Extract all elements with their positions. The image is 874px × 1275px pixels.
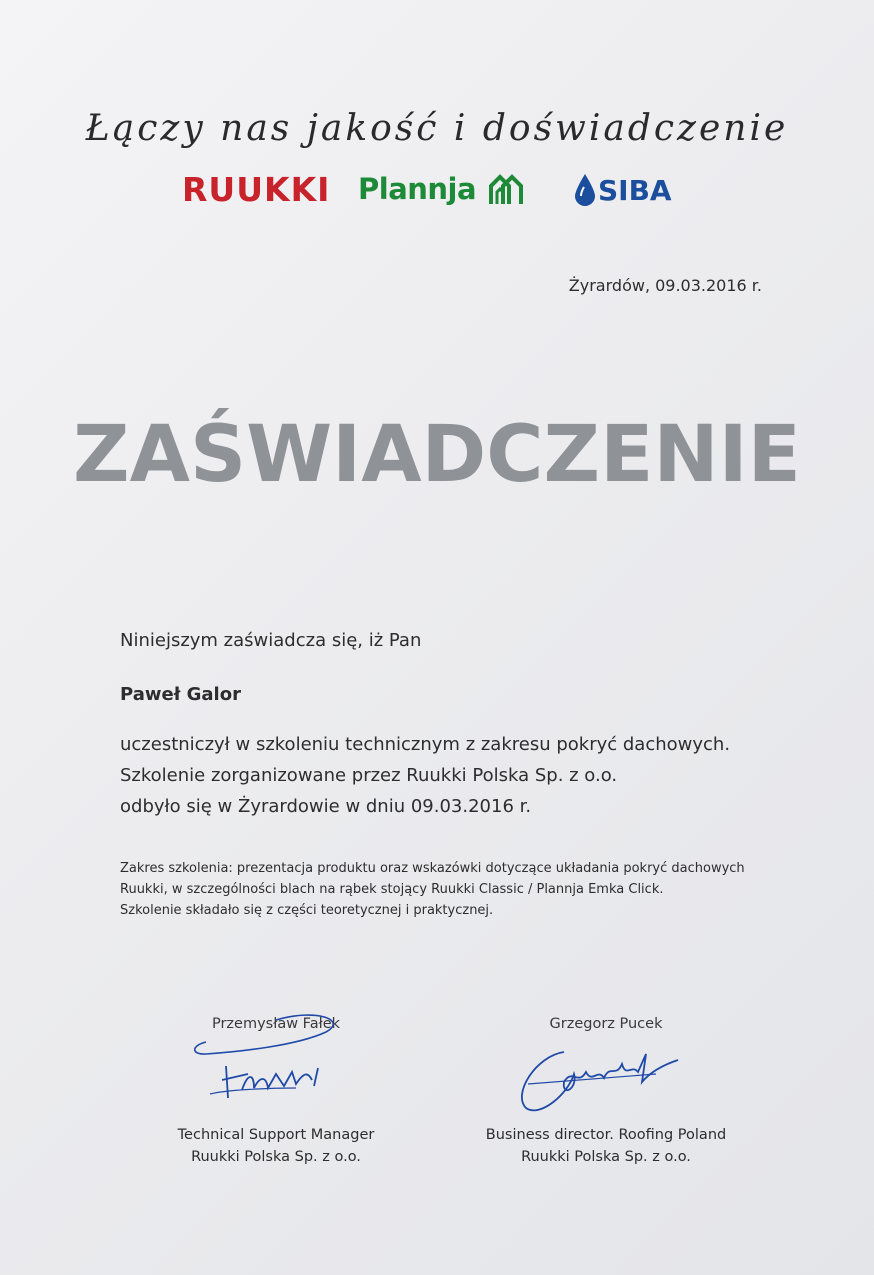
training-scope (120, 858, 800, 921)
body-line: odbyło się w Żyrardowie w dniu 09.03.2016 r. (120, 796, 532, 817)
plannja-logo: Plannja (358, 172, 477, 206)
place-and-date: Żyrardów, 09.03.2016 r. (568, 276, 762, 295)
signatory-company: Ruukki Polska Sp. z o.o. (521, 1149, 691, 1165)
signatory-company: Ruukki Polska Sp. z o.o. (191, 1149, 361, 1165)
signatory-role: Technical Support Manager (177, 1127, 375, 1143)
ruukki-logo: RUUKKI (182, 170, 331, 209)
signatory-role: Business director. Roofing Poland (485, 1127, 727, 1143)
signatory-left (126, 1016, 426, 1168)
body-line: uczestniczył w szkoleniu technicznym z zakresu pokryć dachowych. (120, 734, 731, 755)
partner-logos (0, 168, 874, 216)
scope-line: Ruukki, w szczególności blach na rąbek stojący Ruukki Classic / Plannja Emka Click. (120, 882, 664, 897)
siba-drop-icon (572, 172, 598, 208)
signature-right (456, 1034, 756, 1124)
scope-line: Zakres szkolenia: prezentacja produktu oraz wskazówki dotyczące układania pokryć dachowych (120, 861, 745, 876)
tagline: Łączy nas jakość i doświadczenie (85, 108, 789, 149)
scope-line: Szkolenie składało się z części teoretycznej i praktycznej. (120, 903, 494, 918)
page-title: ZAŚWIADCZENIE (73, 410, 801, 500)
signatory-name: Grzegorz Pucek (549, 1016, 663, 1032)
signature-left (126, 1002, 426, 1114)
plannja-house-icon (488, 172, 526, 206)
intro-text: Niniejszym zaświadcza się, iż Pan (120, 630, 422, 651)
participant-name: Paweł Galor (120, 684, 241, 705)
body-line: Szkolenie zorganizowane przez Ruukki Polska Sp. z o.o. (120, 765, 618, 786)
siba-logo: SIBA (598, 174, 672, 207)
signatory-name: Przemysław Fałek (211, 1016, 341, 1032)
signatory-right (456, 1016, 756, 1168)
